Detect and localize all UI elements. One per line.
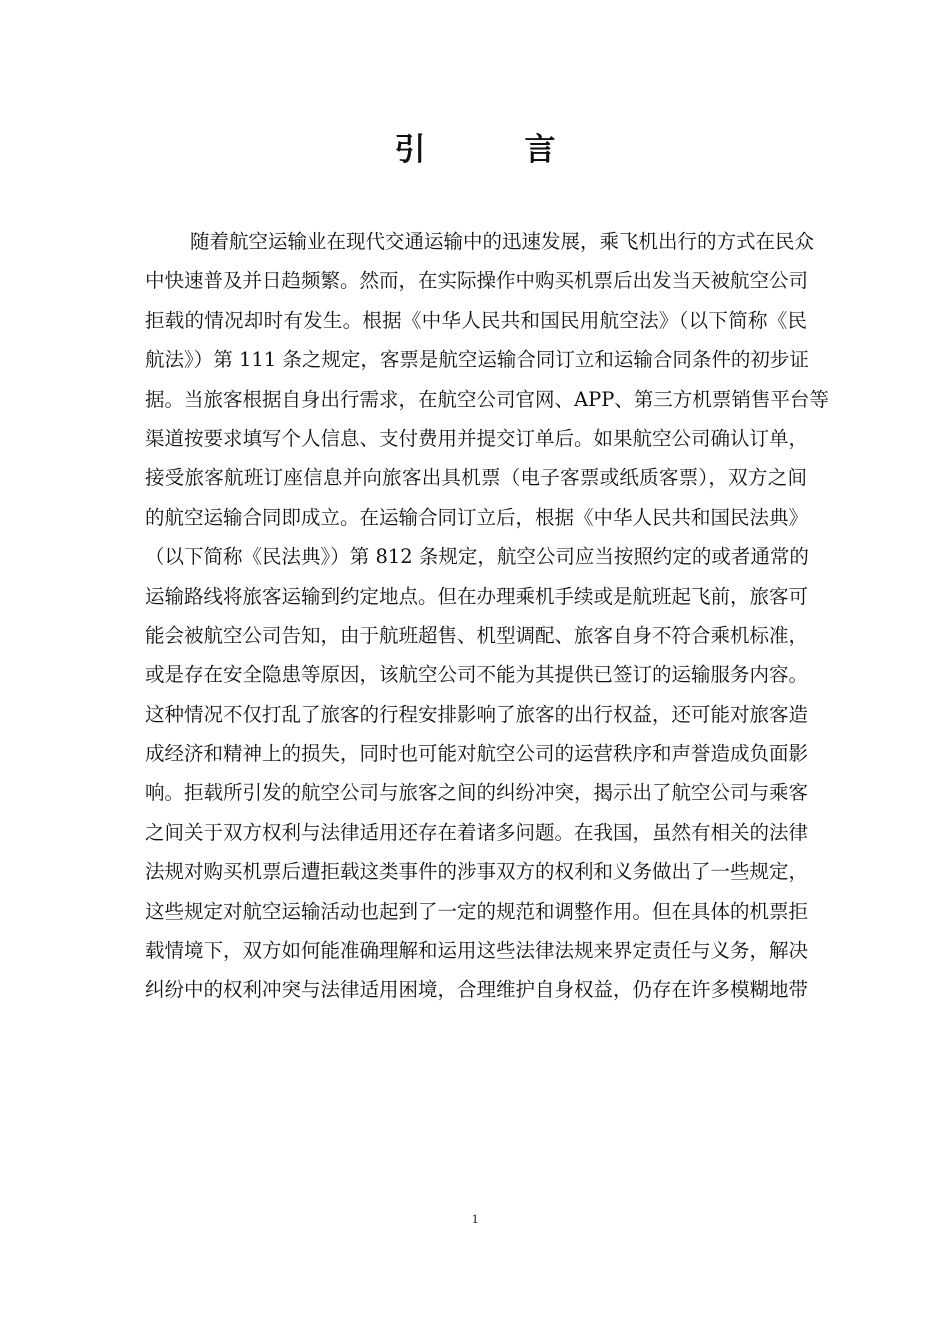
text-line: 接受旅客航班订座信息并向旅客出具机票（电子客票或纸质客票），双方之间 <box>145 466 807 490</box>
text-line: 这种情况不仅打乱了旅客的行程安排影响了旅客的出行权益，还可能对旅客造 <box>145 702 809 726</box>
text-line: 随着航空运输业在现代交通运输中的迅速发展，乘飞机出行的方式在民众 <box>190 230 815 253</box>
text-line: 响。拒载所引发的航空公司与旅客之间的纠纷冲突，揭示出了航空公司与乘客 <box>145 781 809 805</box>
text-line: 这些规定对航空运输活动也起到了一定的规范和调整作用。但在具体的机票拒 <box>145 899 809 923</box>
text-line: 纠纷中的权利冲突与法律适用困境，合理维护自身权益，仍存在许多模糊地带 <box>145 978 809 1002</box>
text-line: 之间关于双方权利与法律适用还存在着诸多问题。在我国，虽然有相关的法律 <box>145 820 809 844</box>
text-line: 能会被航空公司告知，由于航班超售、机型调配、旅客自身不符合乘机标准， <box>145 623 809 647</box>
text-line: 拒载的情况却时有发生。根据《中华人民共和国民用航空法》（以下简称《民 <box>145 308 807 332</box>
text-line: 中快速普及并日趋频繁。然而，在实际操作中购买机票后出发当天被航空公司 <box>145 269 809 293</box>
text-line: 据。当旅客根据自身出行需求，在航空公司官网、APP、第三方机票销售平台等 <box>145 387 829 411</box>
body-paragraph <box>145 222 829 1010</box>
page-title: 引 言 <box>394 132 590 168</box>
text-line: 渠道按要求填写个人信息、支付费用并提交订单后。如果航空公司确认订单， <box>145 426 809 450</box>
text-line: 运输路线将旅客运输到约定地点。但在办理乘机手续或是航班起飞前，旅客可 <box>145 584 809 608</box>
text-line: 航法》）第 111 条之规定，客票是航空运输合同订立和运输合同条件的初步证 <box>145 348 809 372</box>
text-line: 载情境下，双方如何能准确理解和运用这些法律法规来界定责任与义务，解决 <box>145 939 809 963</box>
text-line: 的航空运输合同即成立。在运输合同订立后，根据《中华人民共和国民法典》 <box>145 505 809 529</box>
text-line: 成经济和精神上的损失，同时也可能对航空公司的运营秩序和声誉造成负面影 <box>145 742 809 766</box>
text-line: 或是存在安全隐患等原因，该航空公司不能为其提供已签订的运输服务内容。 <box>145 663 809 687</box>
text-line: （以下简称《民法典》）第 812 条规定，航空公司应当按照约定的或者通常的 <box>145 545 809 569</box>
page-number: 1 <box>471 1211 479 1226</box>
text-line: 法规对购买机票后遭拒载这类事件的涉事双方的权利和义务做出了一些规定， <box>145 860 809 884</box>
